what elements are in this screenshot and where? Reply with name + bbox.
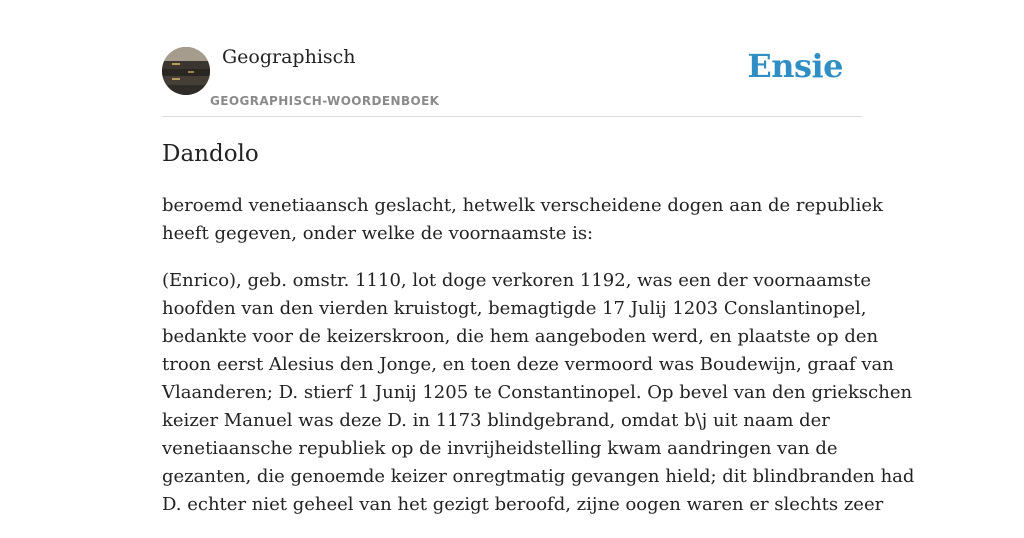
publication-avatar[interactable] bbox=[162, 47, 210, 95]
paragraph-line: venetiaansche republiek op de invrijheidstelling kwam aandringen van de bbox=[162, 438, 838, 459]
page bbox=[162, 0, 915, 515]
paragraph-line: troon eerst Alesius den Jonge, en toen deze vermoord was Boudewijn, graaf van bbox=[162, 354, 894, 375]
paragraph-line: beroemd venetiaansch geslacht, hetwelk verscheidene dogen aan de republiek bbox=[162, 195, 883, 216]
article-title: Dandolo bbox=[162, 141, 259, 167]
publication-header bbox=[162, 0, 862, 117]
paragraph-line: (Enrico), geb. omstr. 1110, lot doge verkoren 1192, was een der voornaamste bbox=[162, 270, 872, 291]
publication-slug[interactable]: GEOGRAPHISCH-WOORDENBOEK bbox=[210, 94, 440, 108]
article-paragraph bbox=[162, 192, 883, 248]
article-body bbox=[162, 192, 915, 538]
paragraph-line: heeft gegeven, onder welke de voornaamste is: bbox=[162, 223, 594, 244]
paragraph-line: gezanten, die genoemde keizer onregtmatig gevangen hield; dit blindbranden had bbox=[162, 466, 915, 487]
paragraph-line: D. echter niet geheel van het gezigt beroofd, zijne oogen waren er slechts zeer bbox=[162, 494, 884, 515]
paragraph-line: hoofden van den vierden kruistogt, bemagtigde 17 Julij 1203 Conslantinopel, bbox=[162, 298, 867, 319]
book-spines-icon bbox=[162, 47, 210, 95]
ensie-logo[interactable]: Ensie bbox=[747, 47, 843, 85]
article-paragraph bbox=[162, 267, 915, 519]
publication-title[interactable]: Geographisch bbox=[222, 46, 356, 68]
paragraph-line: Vlaanderen; D. stierf 1 Junij 1205 te Constantinopel. Op bevel van den griekschen bbox=[162, 382, 913, 403]
paragraph-line: bedankte voor de keizerskroon, die hem aangeboden werd, en plaatste op den bbox=[162, 326, 879, 347]
paragraph-line: keizer Manuel was deze D. in 1173 blindgebrand, omdat b\j uit naam der bbox=[162, 410, 830, 431]
